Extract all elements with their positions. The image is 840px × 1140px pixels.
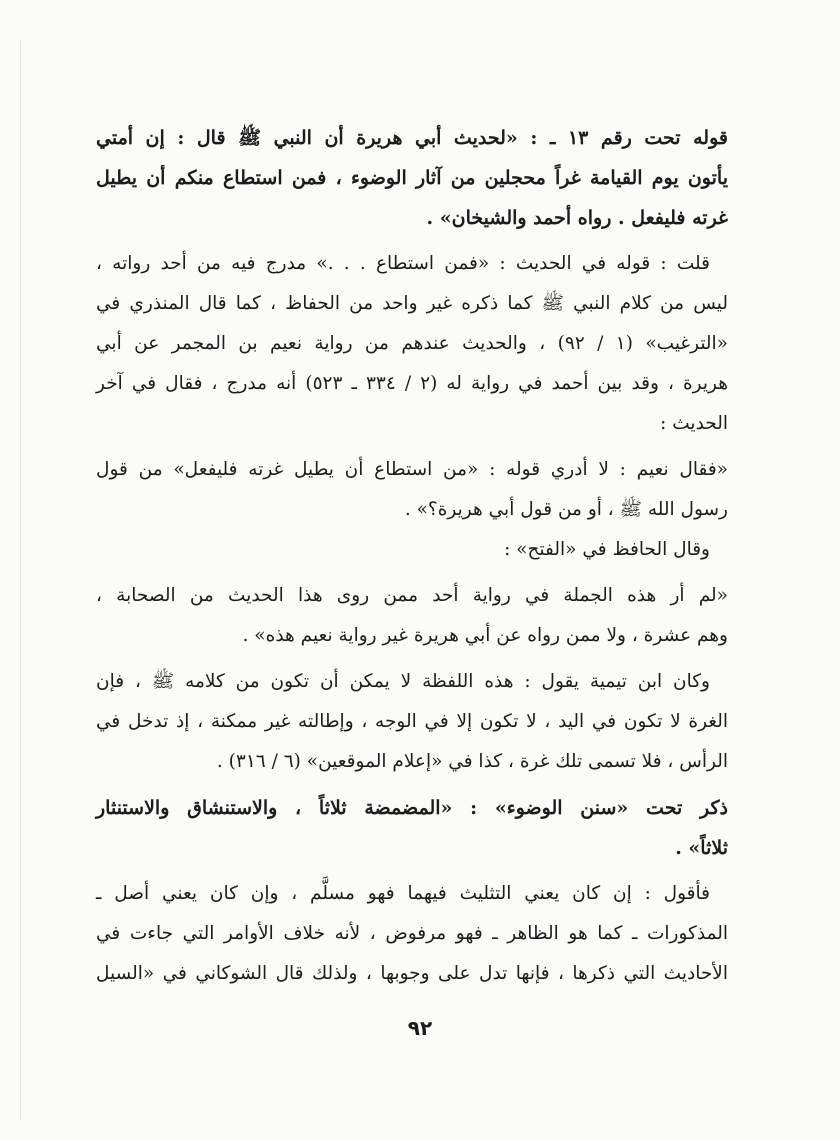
text-line: فأقول : إن كان يعني التثليث فيهما فهو مسلَّم ، وإن كان يعني أصل ـ: [96, 883, 710, 904]
text-line: هريرة ، وقد بين أحمد في رواية له (٢ / ٣٣٤ ـ ٥٢٣) أنه مدرج ، فقال في آخر: [96, 373, 728, 394]
text-line: ذكر تحت «سنن الوضوء» : «المضمضة ثلاثاً ، والاستنشاق والاستنثار: [96, 797, 728, 819]
text-line: وكان ابن تيمية يقول : هذه اللفظة لا يمكن أن تكون من كلامه ﷺ ، فإن: [96, 671, 710, 692]
text-line: وهم عشرة ، ولا ممن رواه عن أبي هريرة غير رواية نعيم هذه» .: [242, 625, 728, 646]
page-number: ٩٢: [407, 1016, 433, 1040]
text-line: الغرة لا تكون في اليد ، لا تكون إلا في الوجه ، وإطالته غير ممكنة ، إذ تدخل في: [96, 711, 728, 732]
text-line: غرته فليفعل . رواه أحمد والشيخان» .: [426, 207, 728, 229]
text-line: قوله تحت رقم ١٣ ـ : «لحديث أبي هريرة أن النبي ﷺ قال : إن أمتي: [96, 127, 728, 149]
text-line: المذكورات ـ كما هو الظاهر ـ فهو مرفوض ، لأنه خلاف الأوامر التي جاءت في: [96, 923, 728, 944]
text-line: وقال الحافظ في «الفتح» :: [504, 539, 710, 560]
paragraph-commentary: [96, 244, 728, 444]
paragraph-hadith-13: [96, 118, 728, 238]
paragraph-sunan-wudu: [96, 788, 728, 868]
text-line: «لم أر هذه الجملة في رواية أحد ممن روى هذا الحديث من الصحابة ،: [96, 585, 728, 606]
text-line: ليس من كلام النبي ﷺ كما ذكره غير واحد من الحفاظ ، كما قال المنذري في: [96, 293, 728, 314]
paragraph-ibn-taymiyya: [96, 662, 728, 782]
text-line: رسول الله ﷺ ، أو من قول أبي هريرة؟» .: [404, 499, 728, 520]
text-line: «فقال نعيم : لا أدري قوله : «من استطاع أن يطيل غرته فليفعل» من قول: [96, 459, 728, 480]
paragraph-quote-nuaim: [96, 450, 728, 530]
text-line: ثلاثاً» .: [675, 837, 728, 859]
paragraph-response: [96, 874, 728, 994]
paragraph-quote-fath: [96, 576, 728, 656]
text-line: الحديث :: [660, 413, 728, 434]
text-line: «الترغيب» (١ / ٩٢) ، والحديث عندهم من رواية نعيم بن المجمر عن أبي: [96, 333, 728, 354]
text-line: يأتون يوم القيامة غراً محجلين من آثار الوضوء ، فمن استطاع منكم أن يطيل: [96, 167, 728, 189]
text-line: قلت : قوله في الحديث : «فمن استطاع . . .» مدرج فيه من أحد رواته ،: [96, 253, 710, 274]
page-body: [96, 118, 728, 994]
paragraph-hafiz-intro: [96, 530, 728, 570]
text-line: الأحاديث التي ذكرها ، فإنها تدل على وجوبها ، ولذلك قال الشوكاني في «السيل: [96, 963, 728, 984]
text-line: الرأس ، فلا تسمى تلك غرة ، كذا في «إعلام الموقعين» (٦ / ٣١٦) .: [216, 751, 728, 772]
